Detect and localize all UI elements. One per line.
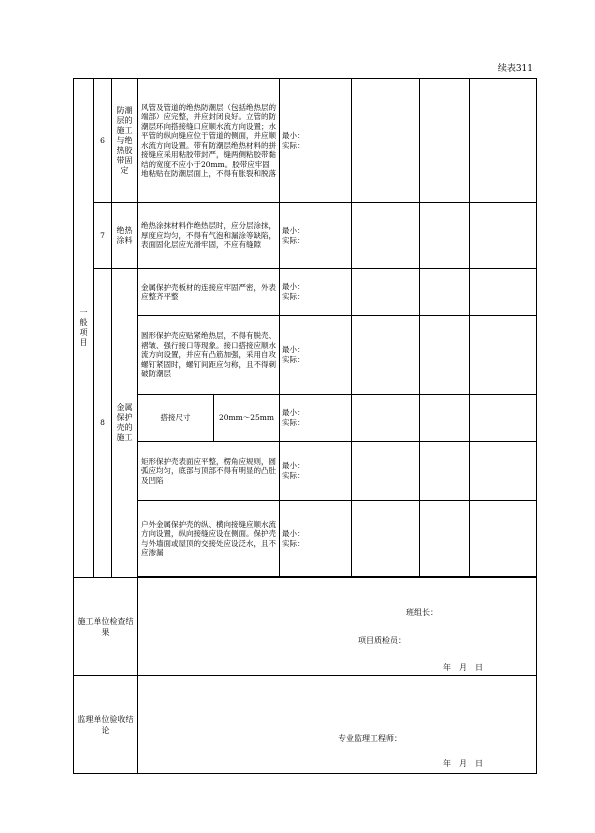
item-desc: 矩形保护壳表面应平整，楞角应规则，圆弧应均匀，底部与顶部不得有明显的凸肚及凹陷: [138, 442, 280, 501]
supervision-date: 年 月 日: [443, 759, 483, 768]
row-num: 8: [94, 269, 112, 578]
item-desc: 户外金属保护壳的纵、横向接缝应顺水流方向设置，纵向接缝应设在侧面。保护壳与外墙面或屋顶的交接处应设泛水，且不应渗漏: [138, 501, 280, 577]
blank-cell: [420, 442, 470, 501]
supervision-section: [74, 676, 537, 774]
blank-cell: [420, 501, 470, 577]
blank-cell: [420, 79, 470, 203]
row-8-item-1: [74, 269, 537, 316]
continuation-label: 续表311: [497, 64, 533, 74]
item-desc: 风管及管道的绝热防潮层（包括绝热层的端部）应完整，并应封闭良好。立管的防潮层环向搭接缝口应顺水流方向设置；水平管的纵向缝应位于管道的侧面，并应顺水流方向设置。带有防潮层绝热材料的拼接缝应采用粘胶带封严，缝两侧粘胶带黏结的宽度不应小于20mm。胶带应牢固地粘贴在防潮层面上，不得有胀裂和脱落: [138, 79, 280, 203]
measure-cell: 最小： 实际：: [280, 316, 352, 395]
group-label: 一般项目: [74, 79, 94, 578]
blank-cell: [470, 395, 537, 442]
blank-cell: [352, 269, 420, 316]
item-desc: 圆形保护壳应贴紧绝热层，不得有脱壳、褶皱、强行接口等现象。接口搭接应顺水流方向设置，并应有凸筋加强，采用自攻螺钉紧固时，螺钉间距应匀称，且不得刺破防潮层: [138, 316, 280, 395]
blank-cell: [420, 269, 470, 316]
inspector-label: 项目质检员：: [358, 636, 406, 645]
supervision-label: 监理单位验收结论: [74, 676, 138, 774]
measure-cell: 最小： 实际：: [280, 269, 352, 316]
row-num: 6: [94, 79, 112, 203]
blank-cell: [420, 203, 470, 269]
blank-cell: [352, 79, 420, 203]
measure-cell: 最小： 实际：: [280, 203, 352, 269]
supervision-sign: [138, 676, 537, 774]
row-7: [74, 203, 537, 269]
blank-cell: [352, 442, 420, 501]
measure-cell: 最小： 实际：: [280, 395, 352, 442]
blank-cell: [470, 316, 537, 395]
item-name: 绝热涂料: [112, 203, 138, 269]
blank-cell: [470, 203, 537, 269]
blank-cell: [470, 269, 537, 316]
blank-cell: [352, 395, 420, 442]
blank-cell: [420, 395, 470, 442]
row-6: [74, 79, 537, 203]
blank-cell: [470, 501, 537, 577]
lap-label: 搭接尺寸: [138, 395, 214, 442]
blank-cell: [470, 79, 537, 203]
row-num: 7: [94, 203, 112, 269]
blank-cell: [420, 316, 470, 395]
row-8-lap: [74, 395, 537, 442]
blank-cell: [352, 203, 420, 269]
construction-label: 施工单位检查结果: [74, 578, 138, 676]
measure-cell: 最小： 实际：: [280, 501, 352, 577]
row-8-item-3: [74, 442, 537, 501]
item-desc: 金属保护壳板材的连接应牢固严密，外表应整齐平整: [138, 269, 280, 316]
construction-date: 年 月 日: [443, 663, 483, 672]
item-name: 金属保护壳的施工: [112, 269, 138, 578]
blank-cell: [352, 316, 420, 395]
row-8-item-4: [74, 501, 537, 577]
engineer-label: 专业监理工程师：: [338, 734, 402, 743]
lap-value: 20mm～25mm: [214, 395, 280, 442]
item-name: 防潮层的施工与绝热胶带固定: [112, 79, 138, 203]
leader-label: 班组长：: [406, 608, 438, 617]
item-desc: 绝热涂抹材料作绝热层时，应分层涂抹，厚度应均匀，不得有气泡和漏涂等缺陷，表面固化层应光滑牢固，不应有缝隙: [138, 203, 280, 269]
measure-cell: 最小： 实际：: [280, 79, 352, 203]
blank-cell: [352, 501, 420, 577]
construction-section: [74, 578, 537, 676]
construction-sign: [138, 578, 537, 676]
row-8-item-2: [74, 316, 537, 395]
inspection-table: [73, 78, 537, 774]
measure-cell: 最小： 实际：: [280, 442, 352, 501]
blank-cell: [470, 442, 537, 501]
